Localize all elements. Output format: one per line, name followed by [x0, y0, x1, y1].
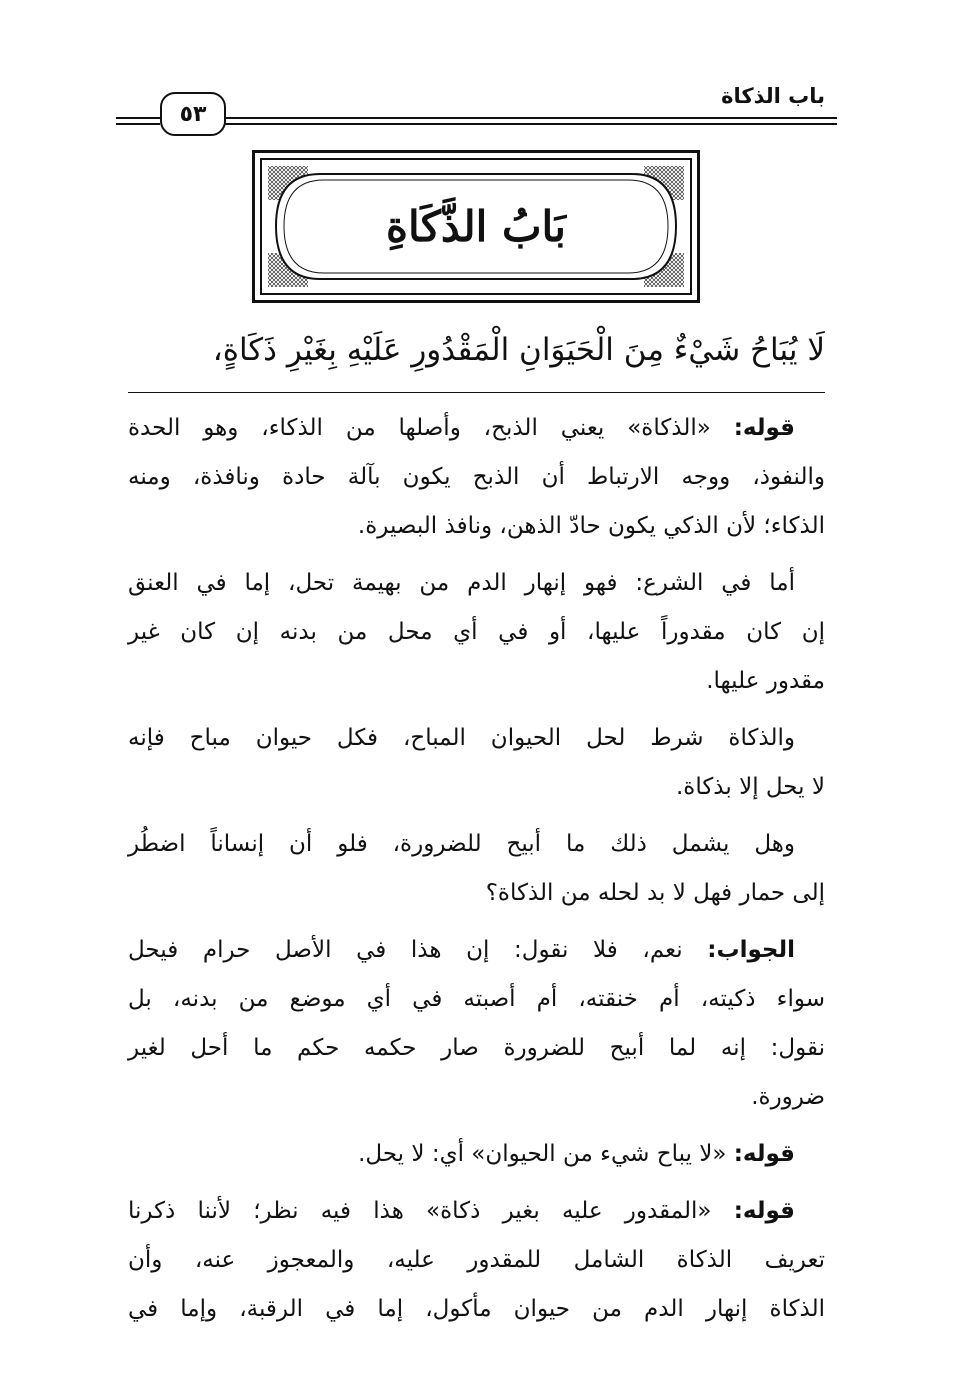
paragraph-lead: قوله:	[733, 1198, 795, 1224]
text-line: وهل يشمل ذلك ما أبيح للضرورة، فلو أن إنساناً اضطُر	[128, 831, 795, 857]
text-line: والنفوذ، ووجه الارتباط أن الذبح يكون بآلة حادة ونافذة، ومنه	[128, 464, 825, 490]
commentary-body	[128, 404, 825, 1334]
text-line: ضرورة.	[751, 1084, 825, 1110]
text-line: سواء ذكيته، أم خنقته، أم أصبته في أي موضع من بدنه، بل	[128, 986, 825, 1012]
running-header-title: باب الذكاة	[721, 84, 825, 108]
page-number: ٥٣	[160, 92, 226, 136]
text-line: الذكاة إنهار الدم من حيوان مأكول، إما في الرقبة، وإما في	[128, 1296, 825, 1322]
paragraph-lead: قوله:	[733, 1141, 795, 1167]
chapter-title: بَابُ الذَّكَاةِ	[386, 202, 566, 251]
paragraph-lead: الجواب:	[707, 937, 795, 963]
header-rule-right-bottom	[224, 123, 837, 125]
text-line: مقدور عليها.	[706, 668, 825, 694]
paragraph-question	[128, 820, 825, 918]
paragraph-la-yubah	[128, 1130, 825, 1179]
header-rule-left-bottom	[116, 123, 160, 125]
line-text: «المقدور عليه بغير ذكاة» هذا فيه نظر؛ لأننا ذكرنا	[128, 1198, 734, 1224]
text-line	[128, 926, 825, 975]
text-line: تعريف الذكاة الشامل للمقدور عليه، والمعجوز عنه، وأن	[128, 1247, 825, 1273]
header-rule-left-top	[116, 117, 160, 119]
paragraph-answer	[128, 926, 825, 1122]
header-rule-right-top	[224, 117, 837, 119]
matn-divider	[128, 392, 825, 393]
text-line: أما في الشرع: فهو إنهار الدم من بهيمة تحل، إما في العنق	[128, 570, 795, 596]
text-line: الذكاء؛ لأن الذكي يكون حادّ الذهن، ونافذ البصيرة.	[357, 513, 825, 539]
paragraph-condition	[128, 714, 825, 812]
text-line	[128, 1130, 825, 1179]
line-text: «الذكاة» يعني الذبح، وأصلها من الذكاء، وهو الحدة	[128, 415, 734, 441]
text-line: لا يحل إلا بذكاة.	[675, 774, 825, 800]
text-line: والذكاة شرط لحل الحيوان المباح، فكل حيوان مباح فإنه	[128, 725, 795, 751]
text-line	[128, 1187, 825, 1236]
line-text: نعم، فلا نقول: إن هذا في الأصل حرام فيحل	[128, 937, 708, 963]
text-line	[128, 404, 825, 453]
text-line: إن كان مقدوراً عليها، أو في أي محل من بدنه إن كان غير	[128, 619, 825, 645]
paragraph-sharia-meaning	[128, 559, 825, 706]
paragraph-dhakat-definition	[128, 404, 825, 551]
text-line: نقول: إنه لما أبيح للضرورة صار حكمه حكم ما أحل لغير	[128, 1035, 825, 1061]
matn-text: لَا يُبَاحُ شَيْءٌ مِنَ الْحَيَوَانِ الْمَقْدُورِ عَلَيْهِ بِغَيْرِ ذَكَاةٍ،	[212, 332, 825, 368]
line-text: «لا يباح شيء من الحيوان» أي: لا يحل.	[358, 1141, 734, 1167]
text-line: إلى حمار فهل لا بد لحله من الذكاة؟	[485, 880, 825, 906]
paragraph-maqdur	[128, 1187, 825, 1334]
paragraph-lead: قوله:	[733, 415, 795, 441]
